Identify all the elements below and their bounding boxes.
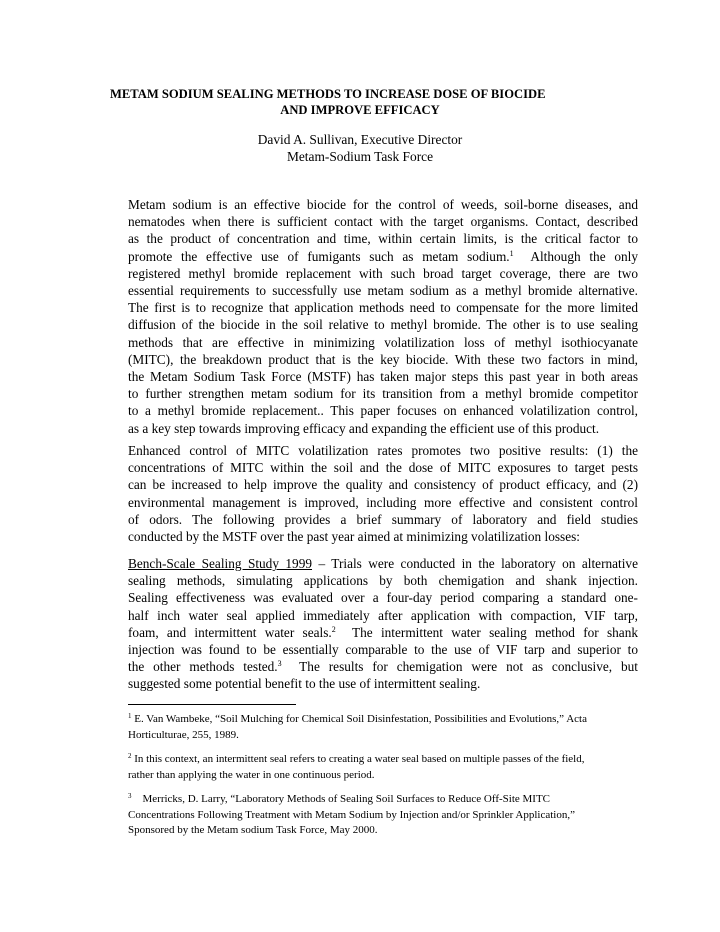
text-line: half inch water seal applied immediately after application with compaction, VIF tarp,: [128, 607, 638, 623]
text-line: (MITC), the breakdown product that is the key biocide. With these two factors in mind,: [128, 351, 638, 367]
text-line: The first is to recognize that application methods need to compensate for the more limited: [128, 300, 638, 316]
text-line: of odors. The following provides a brief summary of laboratory and field studies: [128, 511, 638, 527]
text-line: the Metam Sodium Task Force (MSTF) has taken major steps this past year in both areas: [128, 369, 638, 385]
footnote-ref[interactable]: 1: [509, 248, 514, 258]
text-line: nematodes when there is sufficient contact with the target organisms. Contact, described: [128, 214, 638, 230]
footnote-line: [128, 752, 648, 768]
text-line: diffusion of the biocide in the soil relative to methyl bromide. The other is to use sealing: [128, 317, 638, 333]
text-line: essential requirements to successfully use metam sodium as a methyl bromide alternative.: [128, 283, 638, 299]
document-title: [110, 86, 610, 118]
text-line: environmental management is improved, including more effective and consistent control: [128, 494, 638, 510]
text-line: suggested some potential benefit to the use of intermittent sealing.: [128, 676, 481, 692]
footnote-1: [128, 712, 648, 743]
text-fragment: the other methods tested.: [128, 659, 278, 675]
paragraph-bench-scale-study: [128, 555, 638, 693]
text-line: Metam sodium is an effective biocide for the control of weeds, soil-borne diseases, and: [128, 197, 638, 212]
text-fragment: Although the only: [513, 248, 638, 264]
footnote-marker: 3: [128, 792, 132, 800]
text-line: [128, 658, 638, 675]
footnote-2: [128, 752, 648, 783]
footnote-line: [128, 792, 648, 808]
text-fragment: The results for chemigation were not as conclusive, but: [281, 659, 639, 675]
text-line: injection was found to be essentially comparable to the use of VIF tarp and superior to: [128, 642, 638, 658]
author-organization: Metam-Sodium Task Force: [286, 149, 434, 164]
text-line: [128, 624, 638, 641]
footnote-marker: 2: [128, 752, 132, 760]
footnote-line: Concentrations Following Treatment with Metam Sodium by Injection and/or Sprinkler Application,”: [128, 808, 575, 821]
text-line: can be increased to help improve the quality and consistency of product efficacy, and (2): [128, 477, 638, 493]
text-fragment: – Trials were conducted in the laboratory on alternative: [312, 556, 638, 571]
footnote-line: rather than applying the water in one continuous period.: [128, 768, 375, 781]
footnote-text: In this context, an intermittent seal refers to creating a water seal based on multiple passes of the field,: [131, 753, 585, 765]
text-line: as the product of concentration and time, within certain limits, is the critical factor to: [128, 231, 638, 247]
author-name: David A. Sullivan, Executive Director: [257, 132, 463, 147]
footnote-line: [128, 712, 648, 728]
text-line: to further strengthen metam sodium for its transition from a methyl bromide competitor: [128, 386, 638, 402]
text-line: [128, 248, 638, 265]
text-line: Enhanced control of MITC volatilization rates promotes two positive results: (1) the: [128, 443, 638, 458]
footnote-3: [128, 792, 648, 839]
title-line: AND IMPROVE EFFICACY: [280, 103, 440, 117]
footnote-line: Horticulturae, 255, 1989.: [128, 728, 239, 741]
text-line: sealing methods, simulating applications by both chemigation and shank injection.: [128, 573, 638, 589]
text-line: Sealing effectiveness was evaluated over a four-day period comparing a standard one-: [128, 590, 638, 606]
text-fragment: promote the effective use of fumigants such as metam sodium.: [128, 248, 510, 264]
author-block: [110, 131, 610, 165]
text-fragment: foam, and intermittent water seals.: [128, 624, 332, 640]
text-line: methods that are effective in minimizing volatilization loss of methyl isothiocyanate: [128, 334, 638, 350]
footnote-line: Sponsored by the Metam sodium Task Force, May 2000.: [128, 824, 378, 837]
footnote-ref[interactable]: 2: [331, 624, 336, 634]
footnote-text: E. Van Wambeke, “Soil Mulching for Chemical Soil Disinfestation, Possibilities and Evolutions,” Acta: [131, 713, 587, 725]
text-line: concentrations of MITC within the soil and the dose of MITC exposures to target pests: [128, 460, 638, 476]
text-line: as a key step towards improving efficacy and expanding the efficient use of this product.: [128, 420, 600, 436]
title-line: METAM SODIUM SEALING METHODS TO INCREASE DOSE OF BIOCIDE: [110, 87, 546, 101]
text-line: to a methyl bromide replacement.. This paper focuses on enhanced volatilization control,: [128, 403, 638, 419]
paragraph-volatilization: [128, 442, 638, 545]
text-fragment: The intermittent water sealing method for shank: [335, 624, 638, 640]
text-line: registered methyl bromide replacement with such broad target coverage, there are two: [128, 265, 638, 281]
text-line: conducted by the MSTF over the past year aimed at minimizing volatilization losses:: [128, 529, 580, 545]
text-line: [128, 555, 638, 572]
footnote-ref[interactable]: 3: [277, 659, 282, 669]
section-heading: Bench-Scale Sealing Study 1999: [128, 556, 313, 571]
paragraph-intro: [128, 196, 638, 437]
footnote-text: Merricks, D. Larry, “Laboratory Methods of Sealing Soil Surfaces to Reduce Off-Site MITC: [131, 793, 551, 805]
footnote-divider: [128, 704, 296, 705]
footnote-marker: 1: [128, 712, 132, 720]
